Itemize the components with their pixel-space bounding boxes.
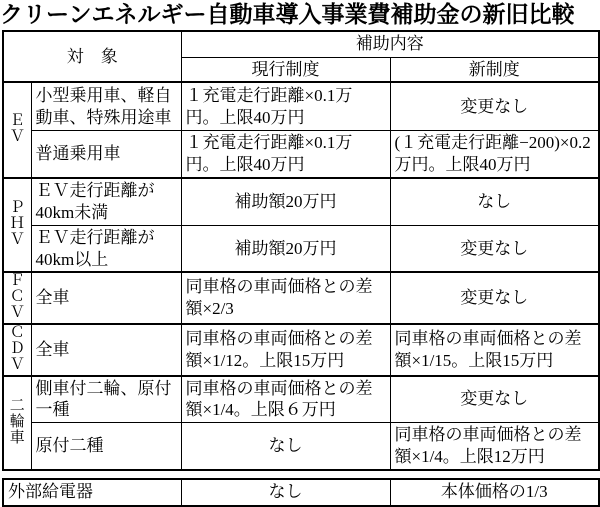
cell-target: ＥＶ走行距離が40km以上: [31, 225, 181, 272]
cell-target: 外部給電器: [3, 479, 181, 506]
cell-current: 同車格の車両価格との差額×1/12。上限15万円: [181, 324, 390, 376]
page: [0, 1, 600, 507]
cell-new: 変更なし: [390, 82, 599, 130]
cell-new: 変更なし: [390, 272, 599, 324]
table-row-ev-1: [3, 82, 599, 130]
cell-target: 小型乗用車、軽自動車、特殊用途車: [31, 82, 181, 130]
header-new-system: 新制度: [390, 57, 599, 82]
table-row-nirin-1: [3, 376, 599, 423]
cell-current: 補助額20万円: [181, 178, 390, 225]
cell-current: なし: [181, 423, 390, 470]
category-ev-label: ＥＶ: [9, 113, 25, 146]
cell-new: なし: [390, 178, 599, 225]
category-motorcycle-label: 二輪車: [9, 397, 25, 446]
cell-current: 同車格の車両価格との差額×2/3: [181, 272, 390, 324]
table-row-external-feeder: [3, 479, 599, 506]
cell-target: 側車付二輪、原付一種: [31, 376, 181, 423]
cell-new: 変更なし: [390, 376, 599, 423]
cell-new: 変更なし: [390, 225, 599, 272]
cell-new: 同車格の車両価格との差額×1/4。上限12万円: [390, 423, 599, 470]
header-target: 対 象: [3, 31, 181, 82]
category-cdv: [3, 324, 31, 376]
table-row-phv-1: [3, 178, 599, 225]
cell-current: 補助額20万円: [181, 225, 390, 272]
category-fcv-label: ＦＣＶ: [9, 273, 25, 322]
table-row-fcv: [3, 272, 599, 324]
external-power-feeder-table: [2, 478, 600, 507]
cell-target: 普通乗用車: [31, 130, 181, 178]
table-row-cdv: [3, 324, 599, 376]
cell-new: 本体価格の1/3: [390, 479, 599, 506]
cell-target: 全車: [31, 324, 181, 376]
cell-new: (１充電走行距離−200)×0.2万円。上限40万円: [390, 130, 599, 178]
table-row-ev-2: [3, 130, 599, 178]
category-phv-label: ＰＨＶ: [9, 200, 25, 249]
header-current-system: 現行制度: [181, 57, 390, 82]
table-row-nirin-2: [3, 423, 599, 470]
cell-current: １充電走行距離×0.1万円。上限40万円: [181, 130, 390, 178]
category-phv: [3, 178, 31, 272]
subsidy-comparison-table: [2, 30, 600, 471]
page-title: クリーンエネルギー自動車導入事業費補助金の新旧比較: [0, 1, 575, 27]
category-cdv-label: ＣＤＶ: [9, 324, 25, 373]
header-row-1: [3, 31, 599, 57]
cell-target: ＥＶ走行距離が40km未満: [31, 178, 181, 225]
cell-current: なし: [181, 479, 390, 506]
cell-target: 原付二種: [31, 423, 181, 470]
cell-current: １充電走行距離×0.1万円。上限40万円: [181, 82, 390, 130]
category-fcv: [3, 272, 31, 324]
header-subsidy-content: 補助内容: [181, 31, 599, 57]
cell-new: 同車格の車両価格との差額×1/15。上限15万円: [390, 324, 599, 376]
table-row-phv-2: [3, 225, 599, 272]
category-ev: [3, 82, 31, 178]
cell-current: 同車格の車両価格との差額×1/4。上限６万円: [181, 376, 390, 423]
category-motorcycle: [3, 376, 31, 470]
cell-target: 全車: [31, 272, 181, 324]
